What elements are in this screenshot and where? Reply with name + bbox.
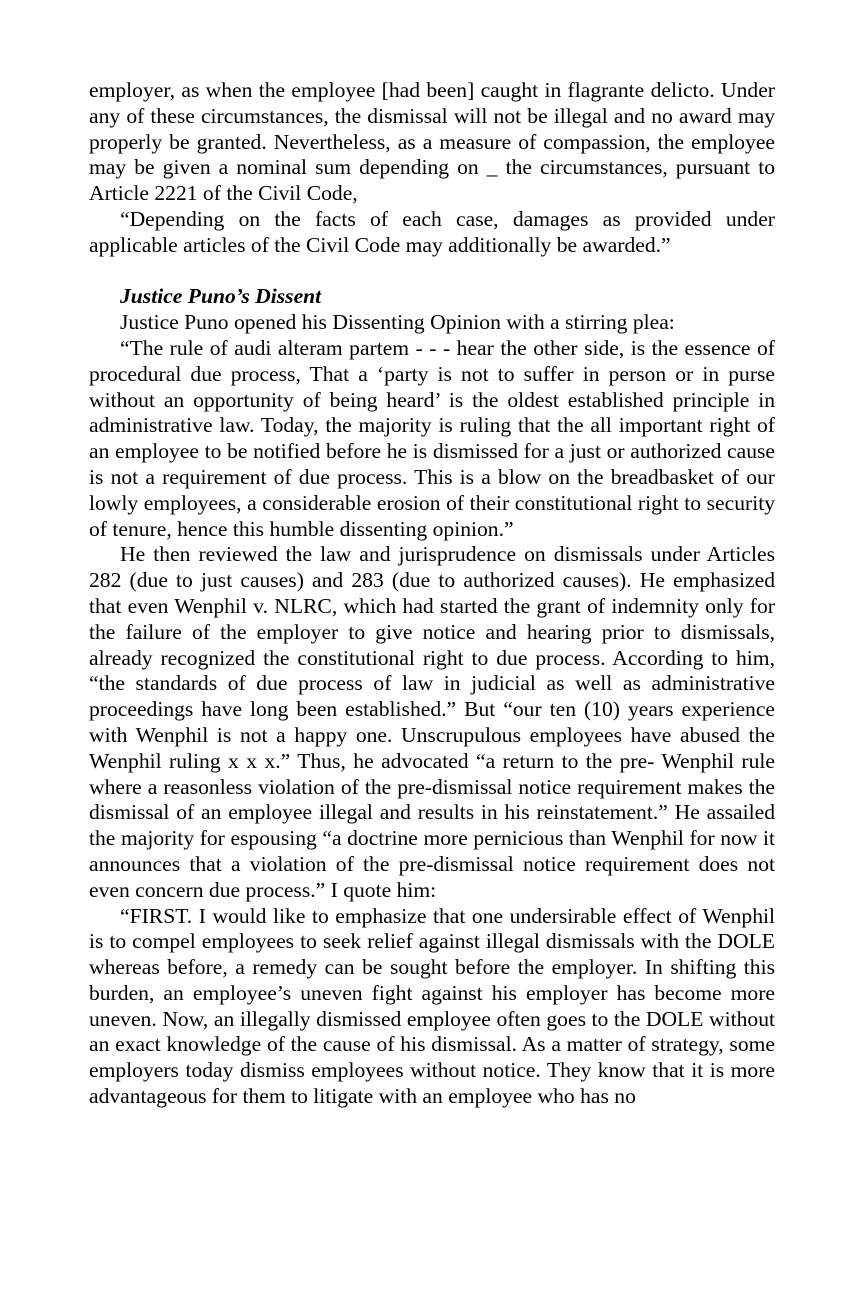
paragraph-intro: Justice Puno opened his Dissenting Opinion with a stirring plea:	[120, 310, 675, 335]
paragraph-review: He then reviewed the law and jurisprudence on dismissals under Articles 282 (due to just causes) and 283 (due to authorized causes). He emphasized that even Wenphil v. NLRC, which had started the grant of indemnity only for the failure of the employer to give notice and hearing prior to dismissals, already recognized the constitutional right to due process. According to him, “the standards of due process of law in judicial as well as administrative proceedings have long been established.” But “our ten (10) years experience with Wenphil is not a happy one. Unscrupulous employees have abused the Wenphil ruling x x x.” Thus, he advocated “a return to the pre- Wenphil rule where a reasonless violation of the pre-dismissal notice requirement makes the dismissal of an employee illegal and results in his reinstatement.” He assailed the majority for espousing “a doctrine more pernicious than Wenphil for now it announces that a violation of the pre-dismissal notice requirement does not even concern due process.” I quote him:	[89, 542, 775, 902]
document-page	[89, 78, 775, 1110]
paragraph-quote-damages: “Depending on the facts of each case, damages as provided under applicable articles of the Civil Code may additionally be awarded.”	[89, 206, 775, 257]
paragraph-continuation: employer, as when the employee [had been] caught in flagrante delicto. Under any of these circumstances, the dismissal will not be illegal and no award may properly be granted. Nevertheless, as a measure of compassion, the employee may be given a nominal sum depending on _ the circumstances, pursuant to Article 2221 of the Civil Code,	[89, 78, 775, 206]
section-heading: Justice Puno’s Dissent	[120, 284, 322, 309]
paragraph-spacer	[89, 259, 775, 285]
paragraph-audi-alteram: “The rule of audi alteram partem - - - hear the other side, is the essence of procedural due process, That a ‘party is not to suffer in person or in purse without an opportunity of being heard’ is the oldest established principle in administrative law. Today, the majority is ruling that the all important right of an employee to be notified before he is dismissed for a just or authorized cause is not a requirement of due process. This is a blow on the breadbasket of our lowly employees, a considerable erosion of their constitutional right to security of tenure, hence this humble dissenting opinion.”	[89, 335, 775, 541]
paragraph-first: “FIRST. I would like to emphasize that one undersirable effect of Wenphil is to compel employees to seek relief against illegal dismissals with the DOLE whereas before, a remedy can be sought before the employer. In shifting this burden, an employee’s uneven fight against his employer has become more uneven. Now, an illegally dismissed employee often goes to the DOLE without an exact knowledge of the cause of his dismissal. As a matter of strategy, some employers today dismiss employees without notice. They know that it is more advantageous for them to litigate with an employee who has no	[89, 903, 775, 1109]
